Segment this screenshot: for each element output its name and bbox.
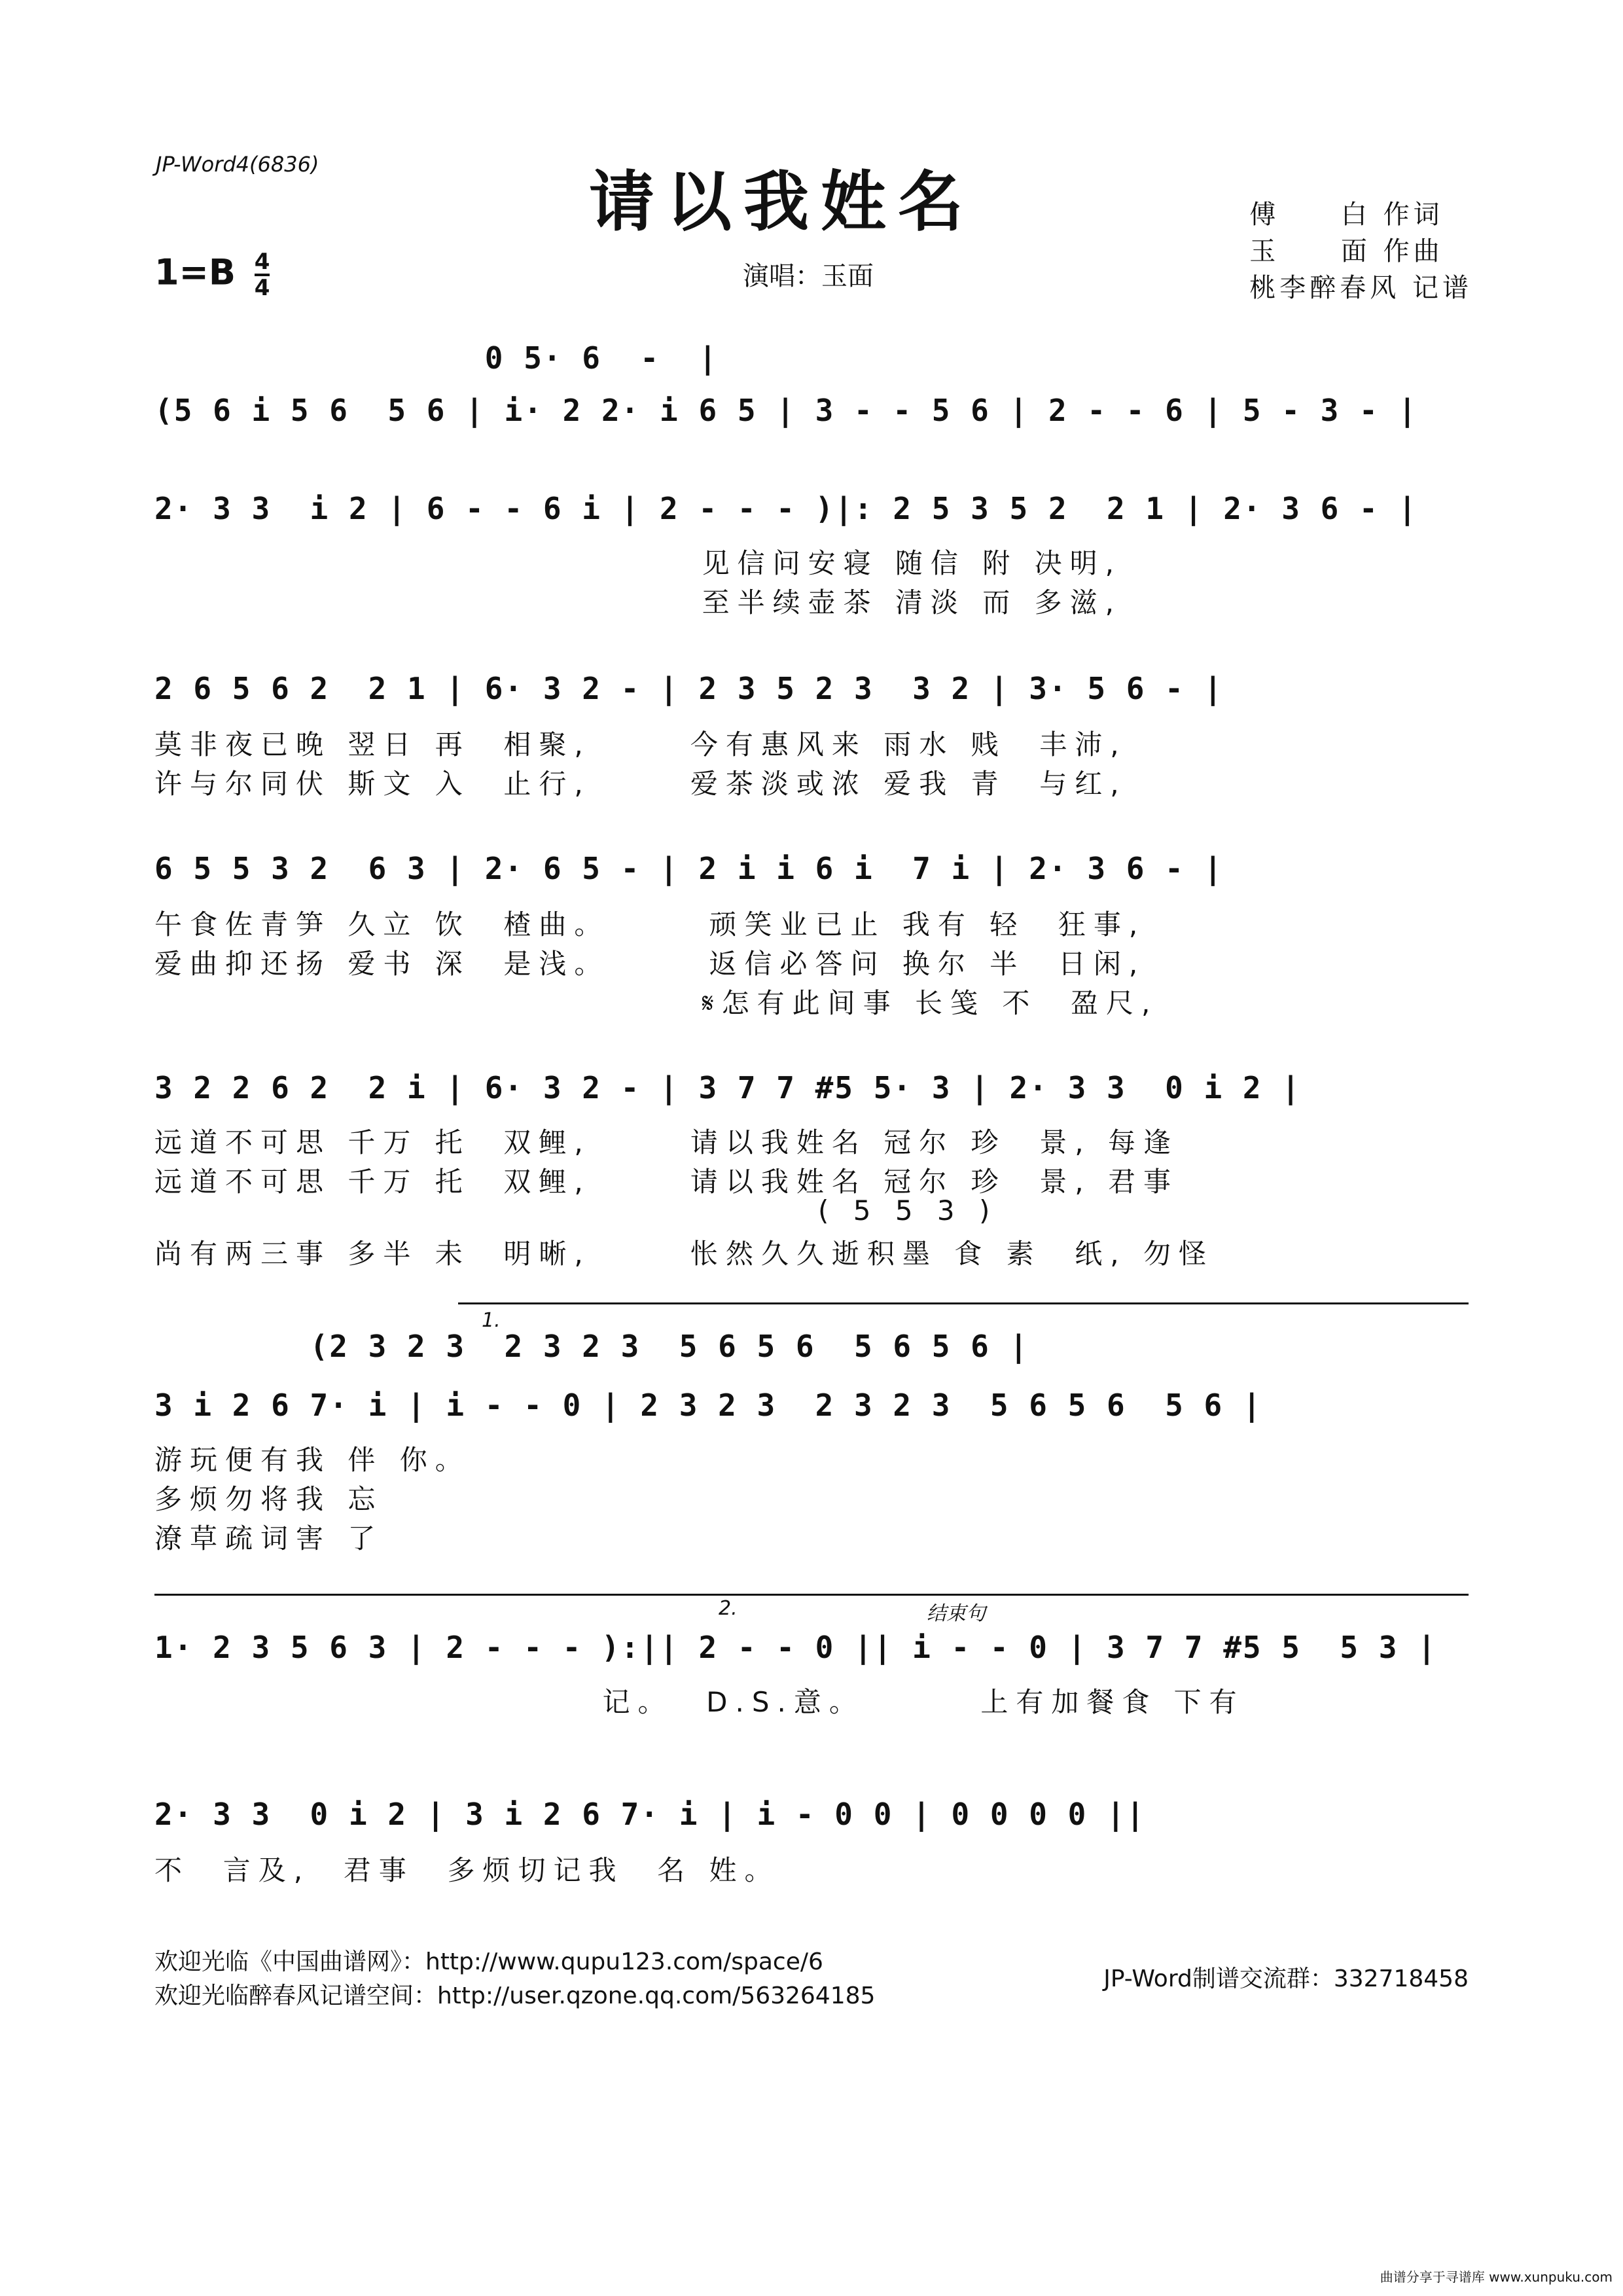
notes-above: (2 3 2 3 2 3 2 3 5 6 5 6 5 6 5 6 | xyxy=(154,1329,1029,1364)
notes-line: 3 2 2 6 2 2 i | 6· 3 2 - | 3 7 7 #5 5· 3 | 2· 3 3 0 i 2 | xyxy=(154,1070,1301,1105)
lyric-line: 游玩便有我 伴 你。 xyxy=(154,1444,471,1476)
lyric-line: ( 5 5 3 ) xyxy=(154,1194,998,1227)
notes-line: 2· 3 3 0 i 2 | 3 i 2 6 7· i | i - 0 0 | 0 0 0 0 || xyxy=(154,1797,1146,1832)
lyric-line: 𝄋怎有此间事 长笺 不 盈尺, xyxy=(154,987,1158,1019)
watermark: 曲谱分享于寻谱库 www.xunpuku.com xyxy=(1380,2269,1613,2285)
footer-group: JP-Word制谱交流群：332718458 xyxy=(1103,1965,1469,1992)
volta-2-label: 2. xyxy=(719,1597,738,1620)
time-top: 4 xyxy=(254,249,270,275)
singer-label: 演唱：玉面 xyxy=(743,261,874,291)
lyric-line: 尚有两三事 多半 未 明晰, 怅然久久逝积墨 食 素 纸, 勿怪 xyxy=(154,1238,1214,1270)
lyric-line: 午食佐青笋 久立 饮 楂曲。 顽笑业已止 我有 轻 狂事, xyxy=(154,908,1146,941)
transcriber-credit: 桃李醉春风 记谱 xyxy=(1249,273,1472,303)
key-signature xyxy=(154,250,270,300)
footer-link-2[interactable]: 欢迎光临醉春风记谱空间：http://user.qzone.qq.com/563264185 xyxy=(154,1982,876,2009)
lyricist-credit: 傅 白 作词 xyxy=(1249,200,1444,230)
ending-label: 结束句 xyxy=(927,1602,986,1625)
program-label: JP-Word4(6836) xyxy=(156,152,319,177)
lyric-line: 爱曲抑还扬 爱书 深 是浅。 返信必答问 换尔 半 日闲, xyxy=(154,948,1146,980)
lyric-line: 多烦勿将我 忘 xyxy=(154,1483,383,1515)
notes-line: 6 5 5 3 2 6 3 | 2· 6 5 - | 2 i i 6 i 7 i | 2· 3 6 - | xyxy=(154,851,1224,886)
lyric-line: 远道不可思 千万 托 双鲤, 请以我姓名 冠尔 珍 景, 每逢 xyxy=(154,1126,1179,1158)
notes-line: 2· 3 3 i 2 | 6 - - 6 i | 2 - - - )|: 2 5 3 5 2 2 1 | 2· 3 6 - | xyxy=(154,491,1418,526)
volta-1-label: 1. xyxy=(482,1309,501,1332)
notes-line: (5 6 i 5 6 5 6 | i· 2 2· i 6 5 | 3 - - 5 6 | 2 - - 6 | 5 - 3 - | xyxy=(154,393,1418,428)
notes-above: 0 5· 6 - | xyxy=(154,340,719,376)
lyric-line: 至半续壶茶 清淡 而 多滋, xyxy=(154,586,1122,619)
time-bottom: 4 xyxy=(254,275,270,301)
section-line xyxy=(154,1594,1469,1596)
notes-line: 1· 2 3 5 6 3 | 2 - - - ):|| 2 - - 0 || i - - 0 | 3 7 7 #5 5 5 3 | xyxy=(154,1630,1437,1665)
footer-links xyxy=(154,1945,875,2013)
key-label: 1=B xyxy=(154,251,236,293)
lyric-line: 见信问安寝 随信 附 决明, xyxy=(154,547,1122,579)
notes-line: 2 6 5 6 2 2 1 | 6· 3 2 - | 2 3 5 2 3 3 2 | 3· 5 6 - | xyxy=(154,671,1224,706)
footer-link-1[interactable]: 欢迎光临《中国曲谱网》：http://www.qupu123.com/space/6 xyxy=(154,1948,823,1975)
lyric-line: 不 言及, 君事 多烦切记我 名 姓。 xyxy=(154,1854,780,1886)
composer-credit: 玉 面 作曲 xyxy=(1249,236,1444,266)
lyric-line: 记。 D.S.意。 上有加餐食 下有 xyxy=(154,1686,1245,1718)
lyric-line: 莫非夜已晚 翌日 再 相聚, 今有惠风来 雨水 贱 丰沛, xyxy=(154,728,1127,761)
time-signature xyxy=(255,250,270,300)
lyric-line: 许与尔同伏 斯文 入 止行, 爱茶淡或浓 爱我 青 与红, xyxy=(154,768,1127,800)
song-title: 请以我姓名 xyxy=(589,163,975,240)
lyric-line: 潦草疏词害 了 xyxy=(154,1522,383,1554)
credits xyxy=(1249,196,1472,306)
notes-line: 3 i 2 6 7· i | i - - 0 | 2 3 2 3 2 3 2 3 5 6 5 6 5 6 | xyxy=(154,1388,1262,1423)
lyric-line: 远道不可思 千万 托 双鲤, 请以我姓名 冠尔 珍 景, 君事 xyxy=(154,1166,1179,1198)
volta-line xyxy=(458,1302,1469,1304)
